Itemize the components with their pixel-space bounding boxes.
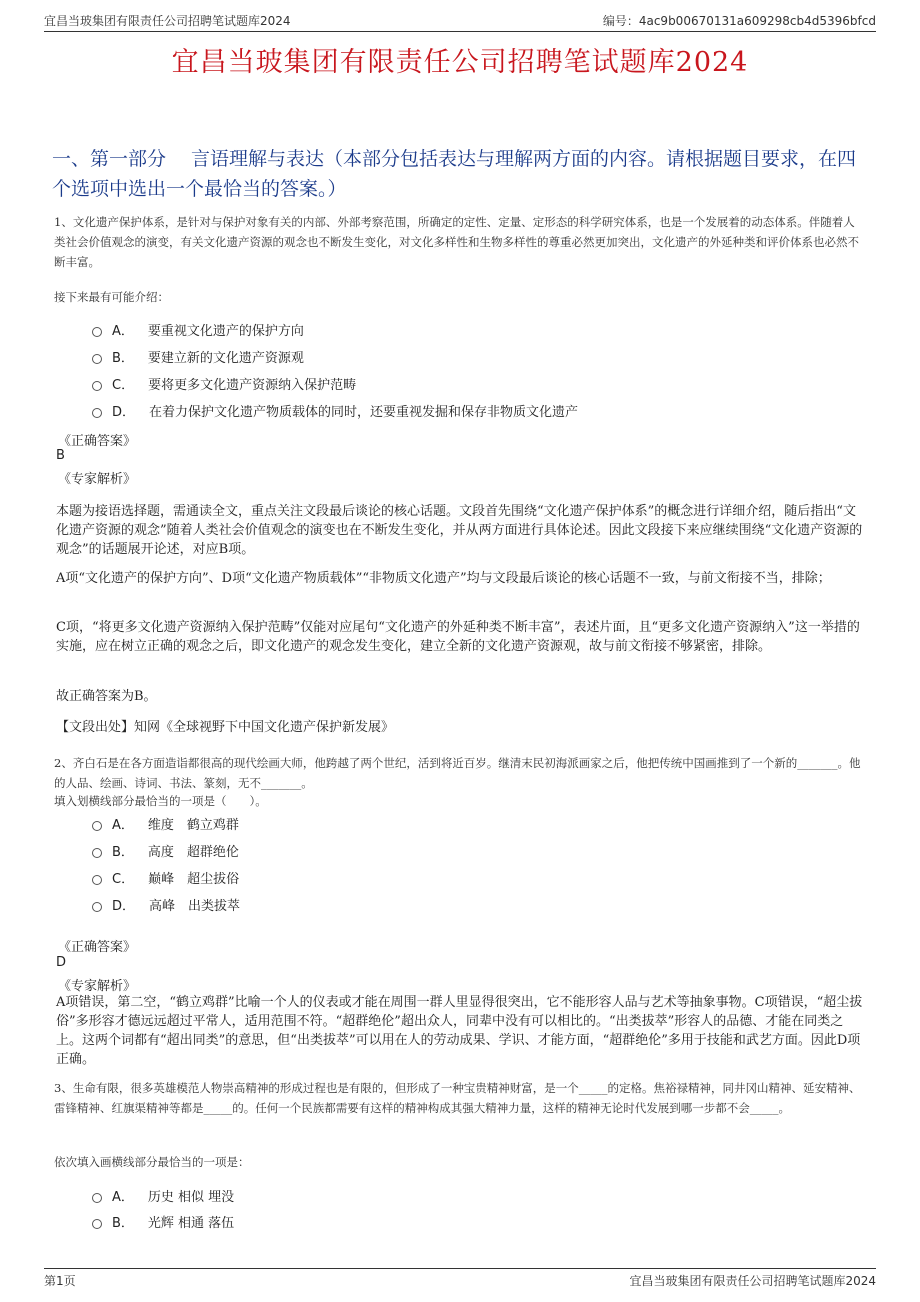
radio-icon[interactable] bbox=[92, 327, 102, 337]
option-text: 高峰 出类拔萃 bbox=[149, 899, 241, 914]
header-doc-id: 编号：4ac9b00670131a609298cb4d5396bfcd bbox=[602, 14, 876, 28]
option-key: A． bbox=[112, 324, 134, 339]
radio-icon[interactable] bbox=[92, 875, 102, 885]
header-left-title: 宜昌当玻集团有限责任公司招聘笔试题库2024 bbox=[44, 14, 291, 28]
option-key: B． bbox=[112, 845, 134, 860]
question-1-prompt: 接下来最有可能介绍： bbox=[54, 290, 169, 304]
option-key: A． bbox=[112, 818, 134, 833]
q1-option-c[interactable] bbox=[92, 374, 356, 393]
question-3-body: 3、生命有限，很多英雄模范人物崇高精神的形成过程也是有限的，但形成了一种宝贵精神财富，是一个_____的定格。焦裕禄精神，同井冈山精神、延安精神、雷锋精神、红旗渠精神等都是_____的。任何一个民族都需要有这样的精神构成其强大精神力量，这样的精神无论时代发展到哪一步都不会_____。 bbox=[54, 1081, 861, 1115]
radio-icon[interactable] bbox=[92, 1193, 102, 1203]
option-key: D． bbox=[112, 405, 136, 420]
option-text: 要将更多文化遗产资源纳入保护范畴 bbox=[148, 378, 357, 393]
q1-source: 【文段出处】知网《全球视野下中国文化遗产保护新发展》 bbox=[56, 720, 395, 735]
option-text: 光辉 相通 落伍 bbox=[147, 1216, 235, 1231]
option-key: B． bbox=[112, 1216, 134, 1231]
radio-icon[interactable] bbox=[92, 354, 102, 364]
question-1-prompt-wrap bbox=[54, 287, 866, 307]
q2-answer-label: 《正确答案》 bbox=[58, 940, 137, 955]
q1-answer-label: 《正确答案》 bbox=[58, 434, 137, 449]
page-footer bbox=[44, 1268, 876, 1291]
q2-option-b[interactable] bbox=[92, 841, 239, 860]
question-2-body: 2、齐白石是在各方面造诣都很高的现代绘画大师，他跨越了两个世纪，活到将近百岁。继清末民初海派画家之后，他把传统中国画推到了一个新的_______。他的人品、绘画、诗词、书法、篆刻，无不_______。 bbox=[54, 756, 861, 790]
q1-analysis-paragraph-3: C项，“将更多文化遗产资源纳入保护范畴”仅能对应尾句“文化遗产的外延种类不断丰富”，表述片面，且“更多文化遗产资源纳入”这一举措的实施，应在树立正确的观念之后，即文化遗产的观念发生变化，建立全新的文化遗产资源观，故与前文衔接不够紧密，排除。 bbox=[56, 620, 860, 654]
option-text: 在着力保护文化遗产物质载体的同时，还要重视发掘和保存非物质文化遗产 bbox=[149, 405, 579, 420]
question-2-prompt: 填入划横线部分最恰当的一项是（ ）。 bbox=[54, 794, 267, 808]
question-2-prompt-wrap bbox=[54, 791, 866, 811]
radio-icon[interactable] bbox=[92, 408, 102, 418]
radio-icon[interactable] bbox=[92, 848, 102, 858]
q3-option-b[interactable] bbox=[92, 1212, 234, 1231]
option-key: C． bbox=[112, 378, 135, 393]
q1-option-b[interactable] bbox=[92, 347, 304, 366]
option-key: A． bbox=[112, 1190, 134, 1205]
option-text: 高度 超群绝伦 bbox=[147, 845, 239, 860]
option-text: 要重视文化遗产的保护方向 bbox=[147, 324, 304, 339]
document-title: 宜昌当玻集团有限责任公司招聘笔试题库2024 bbox=[171, 47, 749, 78]
q1-analysis-paragraph-4: 故正确答案为B。 bbox=[56, 689, 157, 704]
option-text: 历史 相似 埋没 bbox=[147, 1190, 235, 1205]
q2-analysis-label: 《专家解析》 bbox=[58, 979, 137, 994]
page-header bbox=[44, 10, 876, 32]
q1-option-a[interactable] bbox=[92, 320, 304, 339]
q1-option-d[interactable] bbox=[92, 401, 578, 420]
q1-analysis-paragraph-2: A项“文化遗产的保护方向”、D项“文化遗产物质载体”“非物质文化遗产”均与文段最后谈论的核心话题不一致，与前文衔接不当，排除； bbox=[56, 571, 831, 586]
q2-option-d[interactable] bbox=[92, 895, 240, 914]
question-3-prompt-wrap bbox=[54, 1152, 866, 1172]
q3-option-a[interactable] bbox=[92, 1186, 234, 1205]
question-1-text bbox=[54, 212, 866, 272]
option-text: 维度 鹤立鸡群 bbox=[147, 818, 239, 833]
page-number: 第1页 bbox=[44, 1273, 76, 1288]
option-text: 要建立新的文化遗产资源观 bbox=[147, 351, 304, 366]
option-text: 巅峰 超尘拔俗 bbox=[148, 872, 240, 887]
q2-option-a[interactable] bbox=[92, 814, 239, 833]
radio-icon[interactable] bbox=[92, 1219, 102, 1229]
option-key: B． bbox=[112, 351, 134, 366]
q1-analysis-paragraph-1: 本题为接语选择题，需通读全文，重点关注文段最后谈论的核心话题。文段首先围绕“文化遗产保护体系”的概念进行详细介绍，随后指出“文化遗产资源的观念”随着人类社会价值观念的演变也在不断发生变化，并从两方面进行具体论述。因此文段接下来应继续围绕“文化遗产资源的观念”的话题展开论述，对应B项。 bbox=[56, 504, 863, 557]
radio-icon[interactable] bbox=[92, 821, 102, 831]
radio-icon[interactable] bbox=[92, 381, 102, 391]
question-3-prompt: 依次填入画横线部分最恰当的一项是： bbox=[54, 1155, 250, 1169]
q2-analysis: A项错误，第二空，“鹤立鸡群”比喻一个人的仪表或才能在周围一群人里显得很突出，它不能形容人品与艺术等抽象事物。C项错误，“超尘拔俗”多形容才德远远超过平常人，适用范围不符。“超群绝伦”超出众人，同辈中没有可以相比的。“出类拔萃”形容人的品德、才能在同类之上。这两个词都有“超出同类”的意思，但“出类拔萃”可以用在人的劳动成果、学识、才能方面，“超群绝伦”多用于技能和武艺方面。因此D项正确。 bbox=[56, 995, 863, 1067]
question-3-text bbox=[54, 1078, 866, 1118]
section-title: 一、第一部分 言语理解与表达（本部分包括表达与理解两方面的内容。请根据题目要求，在四个选项中选出一个最恰当的答案。） bbox=[52, 148, 857, 200]
option-key: C． bbox=[112, 872, 135, 887]
q1-analysis-label: 《专家解析》 bbox=[58, 472, 137, 487]
q2-option-c[interactable] bbox=[92, 868, 239, 887]
question-1-body: 1、文化遗产保护体系，是针对与保护对象有关的内部、外部考察范围，所确定的定性、定量、定形态的科学研究体系，也是一个发展着的动态体系。伴随着人类社会价值观念的演变，有关文化遗产资源的观念也不断发生变化，对文化多样性和生物多样性的尊重必然更加突出，文化遗产的外延种类和评价体系也必然不断丰富。 bbox=[54, 215, 859, 269]
q2-answer: D bbox=[56, 955, 67, 970]
footer-title: 宜昌当玻集团有限责任公司招聘笔试题库2024 bbox=[629, 1273, 876, 1288]
radio-icon[interactable] bbox=[92, 902, 102, 912]
q1-answer: B bbox=[56, 448, 65, 463]
option-key: D． bbox=[112, 899, 136, 914]
question-2-text bbox=[54, 753, 866, 793]
